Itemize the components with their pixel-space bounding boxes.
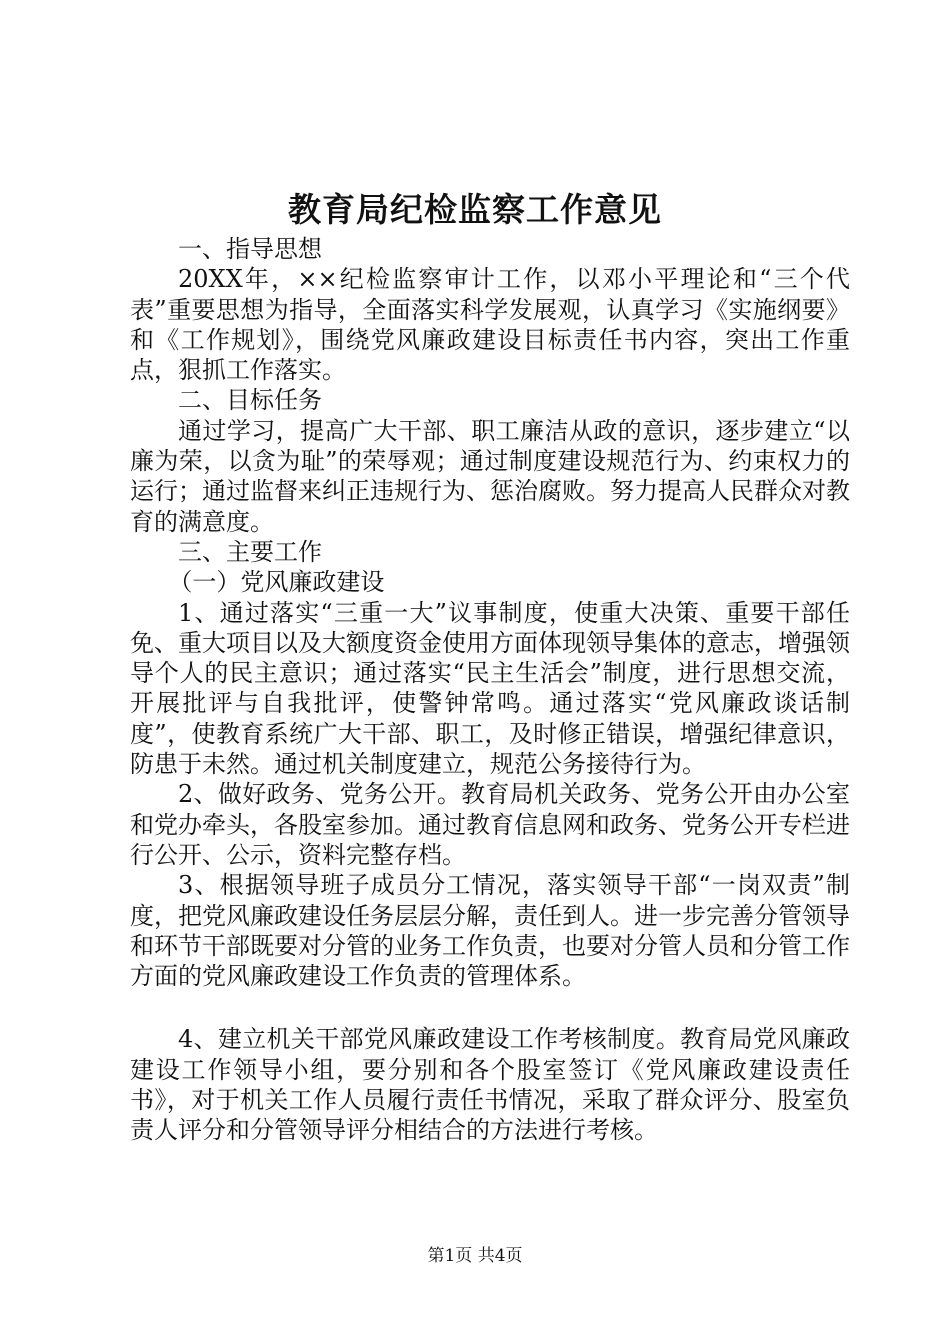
paragraph-item-3: 3、根据领导班子成员分工情况，落实领导干部“一岗双责”制度，把党风廉政建设任务层层分解，责任到人。进一步完善分管领导和环节干部既要对分管的业务工作负责，也要对分管人员和分管工作方面的党风廉政建设工作负责的管理体系。	[130, 871, 850, 991]
subsection-heading-party-conduct: （一）党风廉政建设	[168, 568, 385, 597]
document-title: 教育局纪检监察工作意见	[288, 190, 662, 229]
section-heading-objectives: 二、目标任务	[178, 386, 322, 415]
section-heading-main-work: 三、主要工作	[178, 537, 322, 566]
paragraph-item-2: 2、做好政务、党务公开。教育局机关政务、党务公开由办公室和党办牵头，各股室参加。通过教育信息网和政务、党务公开专栏进行公开、公示，资料完整存档。	[130, 780, 850, 869]
paragraph-objectives: 通过学习，提高广大干部、职工廉洁从政的意识，逐步建立“以廉为荣，以贪为耻”的荣辱观；通过制度建设规范行为、约束权力的运行；通过监督来纠正违规行为、惩治腐败。努力提高人民群众对教育的满意度。	[130, 416, 850, 536]
page-footer: 第1页 共4页	[427, 1246, 523, 1266]
document-body	[130, 234, 850, 1146]
paragraph-item-1: 1、通过落实“三重一大”议事制度，使重大决策、重要干部任免、重大项目以及大额度资金使用方面体现领导集体的意志，增强领导个人的民主意识；通过落实“民主生活会”制度，进行思想交流，开展批评与自我批评，使警钟常鸣。通过落实“党风廉政谈话制度”，使教育系统广大干部、职工，及时修正错误，增强纪律意识，防患于未然。通过机关制度建立，规范公务接待行为。	[130, 598, 850, 779]
paragraph-item-4: 4、建立机关干部党风廉政建设工作考核制度。教育局党风廉政建设工作领导小组，要分别和各个股室签订《党风廉政建设责任书》，对于机关工作人员履行责任书情况，采取了群众评分、股室负责人评分和分管领导评分相结合的方法进行考核。	[130, 1025, 850, 1145]
paragraph-guiding-ideology: 20XX年，××纪检监察审计工作，以邓小平理论和“三个代表”重要思想为指导，全面落实科学发展观，认真学习《实施纲要》和《工作规划》，围绕党风廉政建设目标责任书内容，突出工作重点，狠抓工作落实。	[130, 265, 850, 385]
section-heading-guiding-ideology: 一、指导思想	[178, 235, 322, 263]
paragraph-spacer	[130, 991, 850, 1024]
